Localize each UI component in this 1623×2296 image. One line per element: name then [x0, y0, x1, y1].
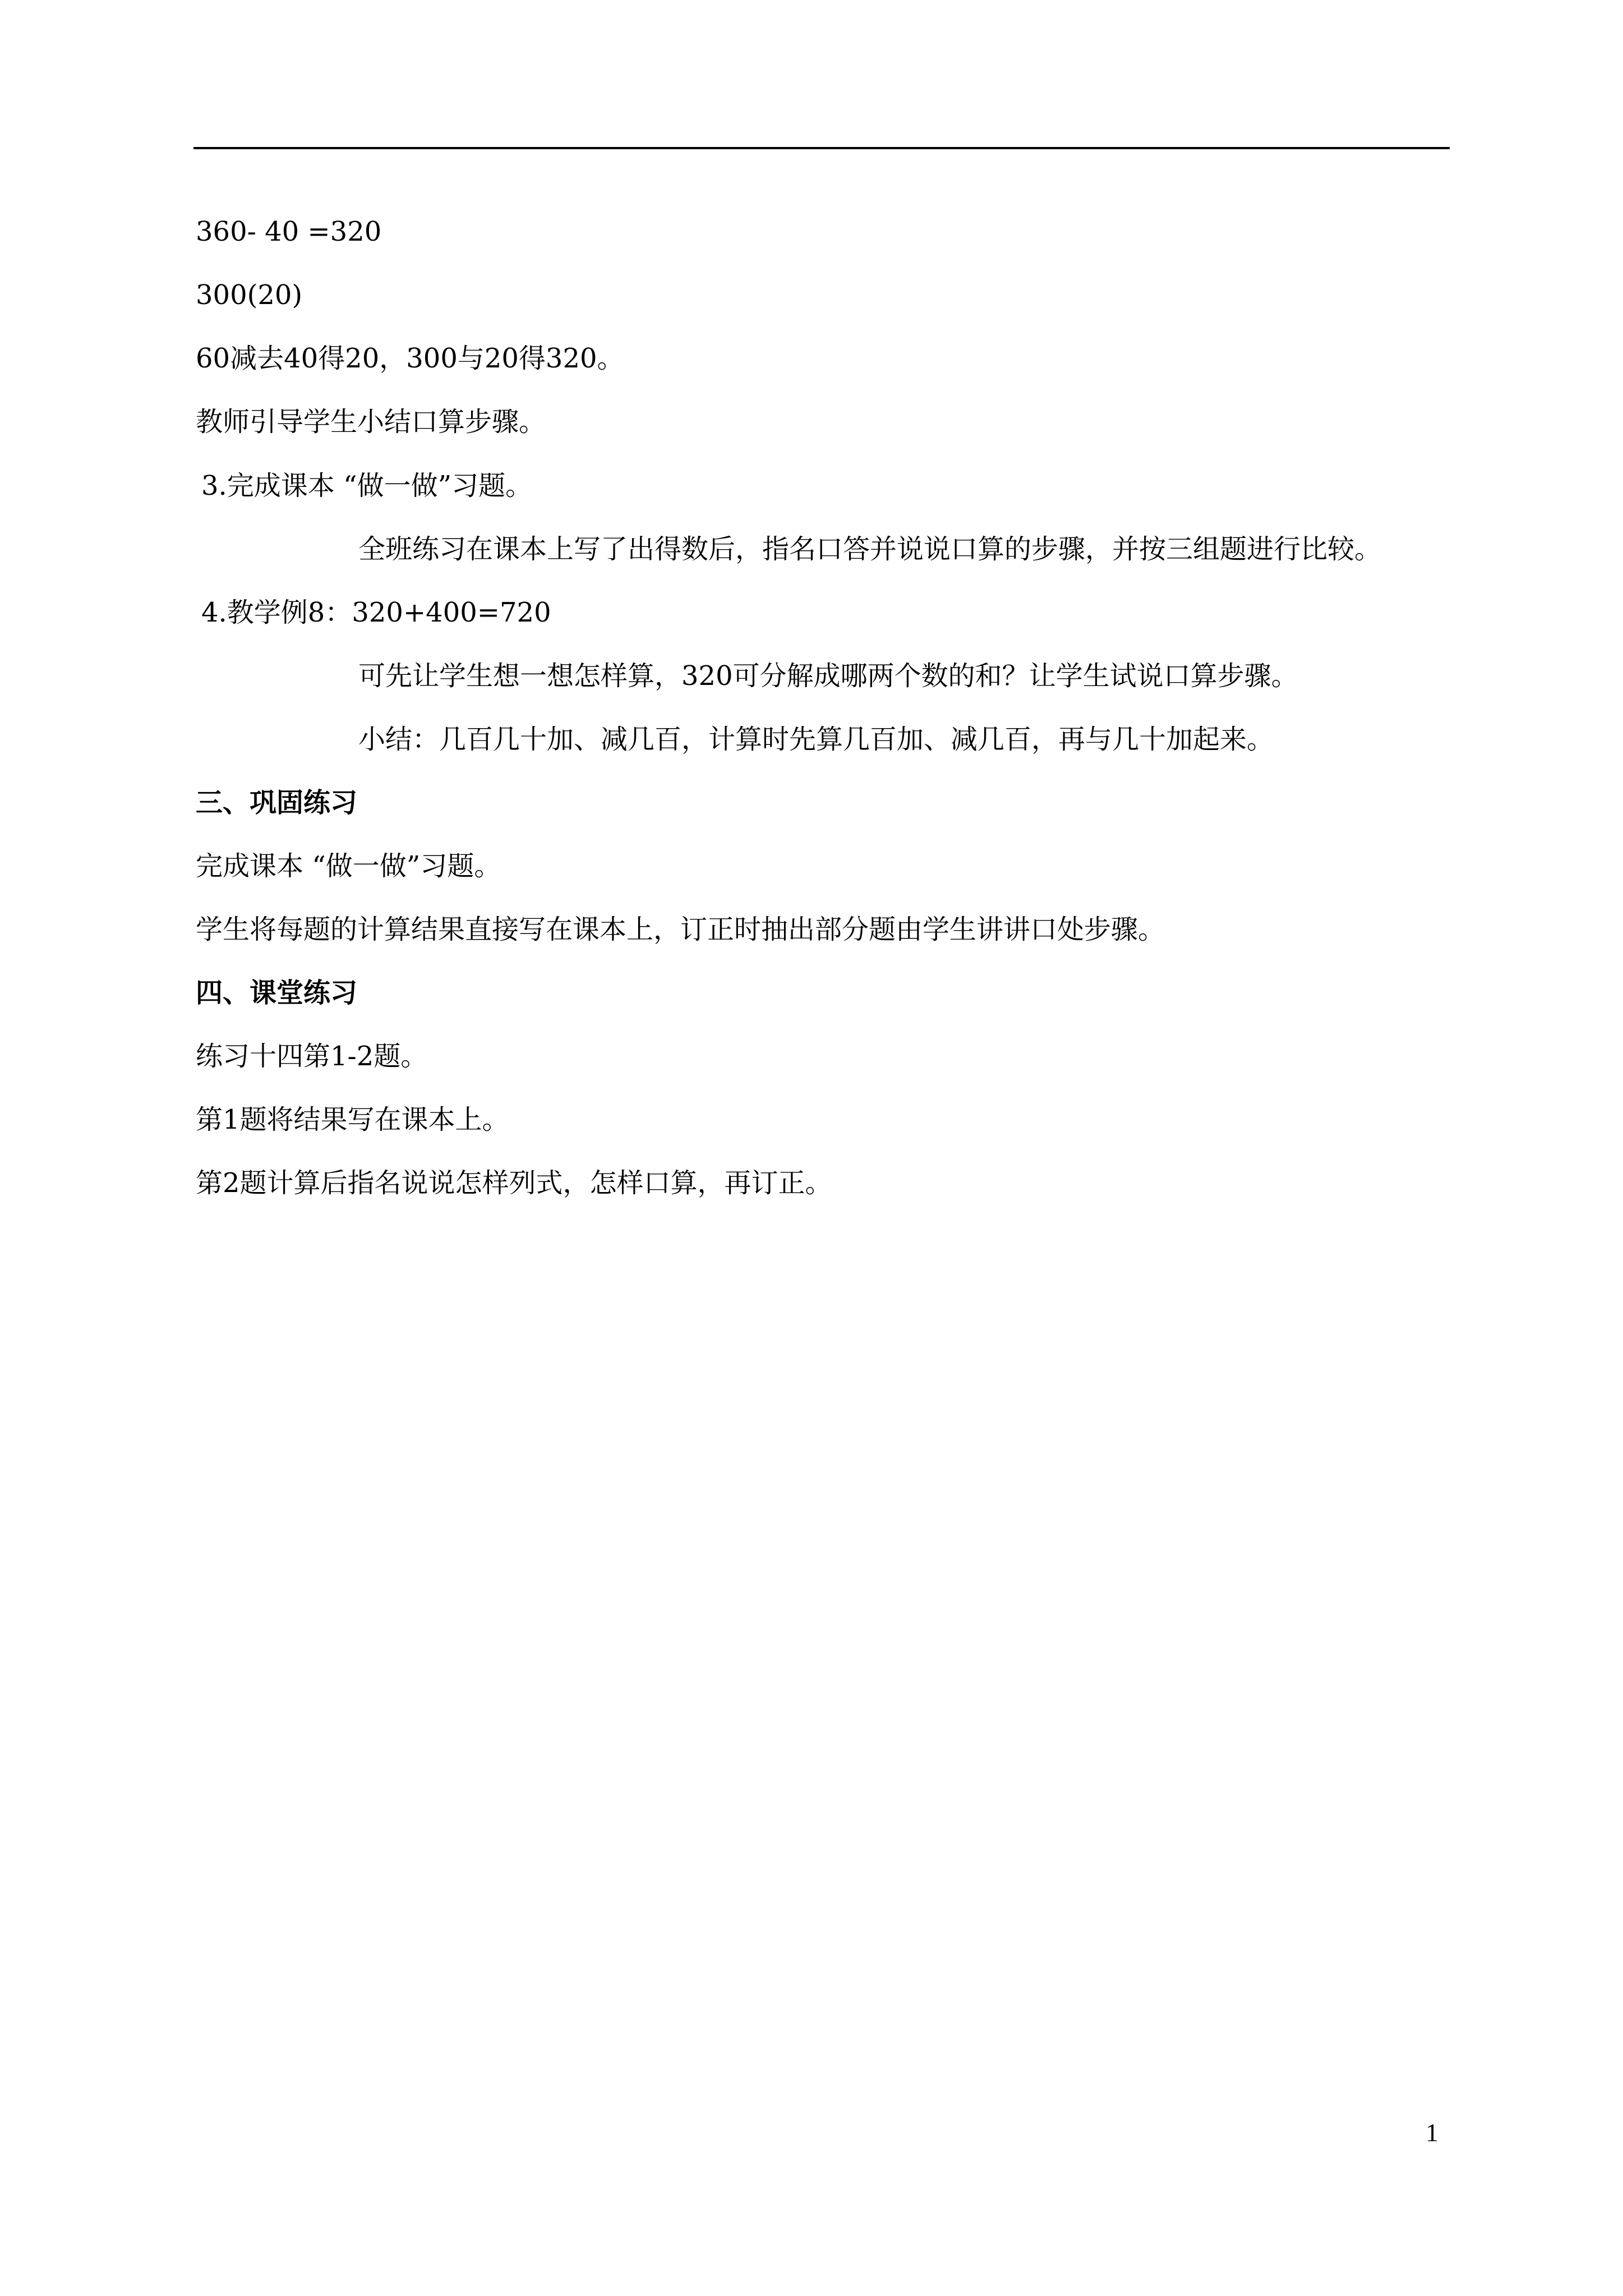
- section-heading-classroom-practice: 四、课堂练习: [196, 977, 358, 1009]
- page-number: 1: [1426, 2118, 1438, 2147]
- class-practice-line: 全班练习在课本上写了出得数后，指名口答并说说口算的步骤，并按三组题进行比较。: [358, 533, 1382, 565]
- teacher-guidance-line: 教师引导学生小结口算步骤。: [196, 406, 546, 438]
- step-4-line: 4.教学例8：320+400=720: [201, 597, 551, 628]
- exercise-line: 完成课本 “做一做”习题。: [196, 850, 501, 882]
- header-rule: [193, 147, 1450, 149]
- step-3-line: 3.完成课本 “做一做”习题。: [201, 470, 533, 501]
- question-1-line: 第1题将结果写在课本上。: [196, 1104, 509, 1135]
- explanation-line: 60减去40得20，300与20得320。: [196, 343, 624, 374]
- practice-assignment-line: 练习十四第1-2题。: [196, 1041, 428, 1072]
- section-heading-consolidation: 三、巩固练习: [196, 787, 358, 818]
- equation-line: 360- 40 =320: [196, 216, 382, 247]
- student-correction-line: 学生将每题的计算结果直接写在课本上，订正时抽出部分题由学生讲讲口处步骤。: [196, 914, 1165, 945]
- question-2-line: 第2题计算后指名说说怎样列式，怎样口算，再订正。: [196, 1167, 832, 1199]
- decomposition-line: 300(20): [196, 279, 303, 311]
- think-prompt-line: 可先让学生想一想怎样算，320可分解成哪两个数的和？让学生试说口算步骤。: [358, 660, 1298, 692]
- summary-line: 小结：几百几十加、减几百，计算时先算几百加、减几百，再与几十加起来。: [358, 724, 1274, 755]
